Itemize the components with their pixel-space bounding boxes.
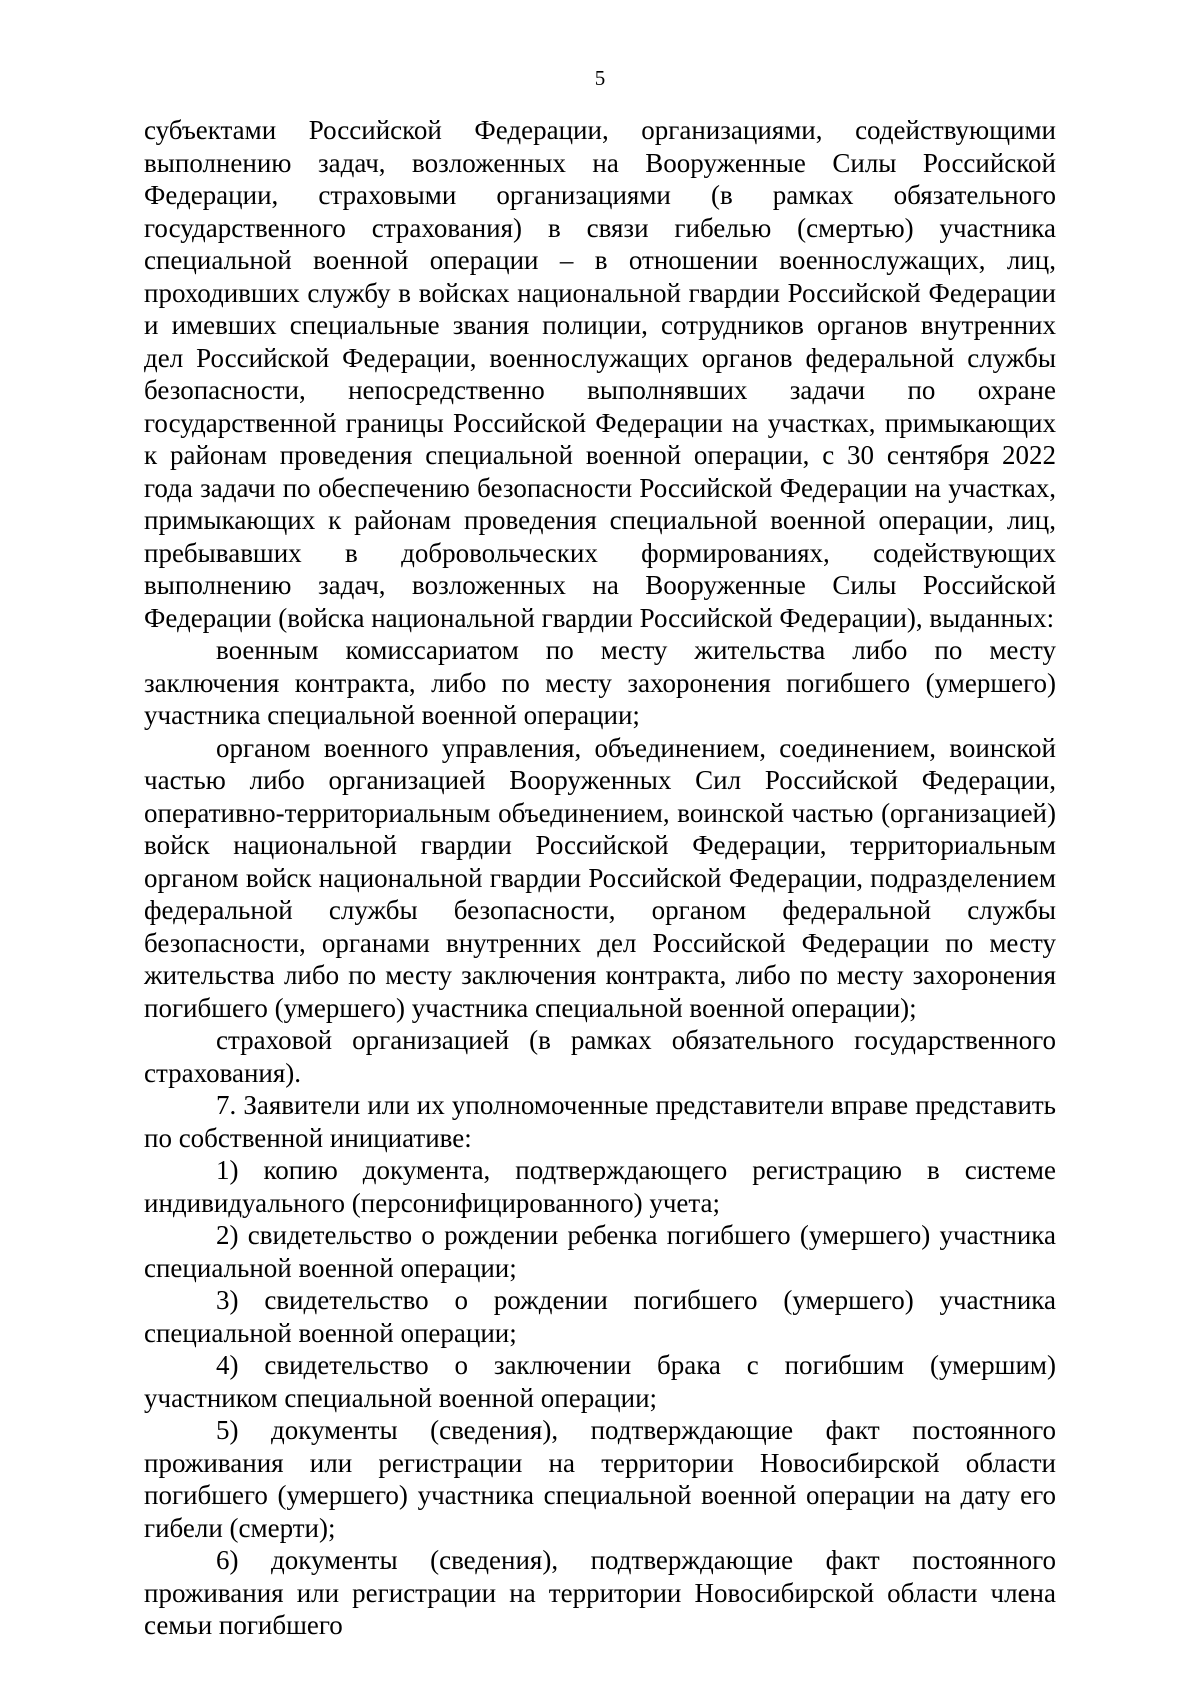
document-body xyxy=(144,114,1056,1642)
page-number: 5 xyxy=(594,66,606,90)
paragraph-insurance-organization: страховой организацией (в рамках обязательного государственного страхования). xyxy=(144,1025,1056,1088)
paragraph-recipients: субъектами Российской Федерации, организациями, содействующими выполнению задач, возложенных на Вооруженные Силы Российской Федерации, страховыми организациями (в рамках обязательного государственного страхования) в связи гибелью (смертью) участника специальной военной операции – в отношении военнослужащих, лиц, проходивших службу в войсках национальной гвардии Российской Федерации и имевших специальные звания полиции, сотрудников органов внутренних дел Российской Федерации, военнослужащих органов федеральной службы безопасности, непосредственно выполнявших задачи по охране государственной границы Российской Федерации на участках, примыкающих к районам проведения специальной военной операции, с 30 сентября 2022 года задачи по обеспечению безопасности Российской Федерации на участках, примыкающих к районам проведения специальной военной операции, лиц, пребывавших в добровольческих формированиях, содействующих выполнению задач, возложенных на Вооруженные Силы Российской Федерации (войска национальной гвардии Российской Федерации), выданных: xyxy=(144,115,1056,633)
list-item-1: 1) копию документа, подтверждающего регистрацию в системе индивидуального (персонифицированного) учета; xyxy=(144,1155,1056,1218)
paragraph-item-7: 7. Заявители или их уполномоченные представители вправе представить по собственной инициативе: xyxy=(144,1090,1056,1153)
list-item-3: 3) свидетельство о рождении погибшего (умершего) участника специальной военной операции; xyxy=(144,1285,1056,1348)
paragraph-military-commissariat: военным комиссариатом по месту жительства либо по месту заключения контракта, либо по месту захоронения погибшего (умершего) участника специальной военной операции; xyxy=(144,635,1056,730)
list-item-2: 2) свидетельство о рождении ребенка погибшего (умершего) участника специальной военной операции; xyxy=(144,1220,1056,1283)
list-item-6: 6) документы (сведения), подтверждающие факт постоянного проживания или регистрации на территории Новосибирской области члена семьи погибшего xyxy=(144,1545,1056,1640)
list-item-4: 4) свидетельство о заключении брака с погибшим (умершим) участником специальной военной операции; xyxy=(144,1350,1056,1413)
list-item-5: 5) документы (сведения), подтверждающие факт постоянного проживания или регистрации на территории Новосибирской области погибшего (умершего) участника специальной военной операции на дату его гибели (смерти); xyxy=(144,1415,1056,1543)
paragraph-military-authority: органом военного управления, объединением, соединением, воинской частью либо организацией Вооруженных Сил Российской Федерации, оперативно-территориальным объединением, воинской частью (организацией) войск национальной гвардии Российской Федерации, территориальным органом войск национальной гвардии Российской Федерации, подразделением федеральной службы безопасности, органом федеральной службы безопасности, органами внутренних дел Российской Федерации по месту жительства либо по месту заключения контракта, либо по месту захоронения погибшего (умершего) участника специальной военной операции); xyxy=(144,732,1056,1023)
